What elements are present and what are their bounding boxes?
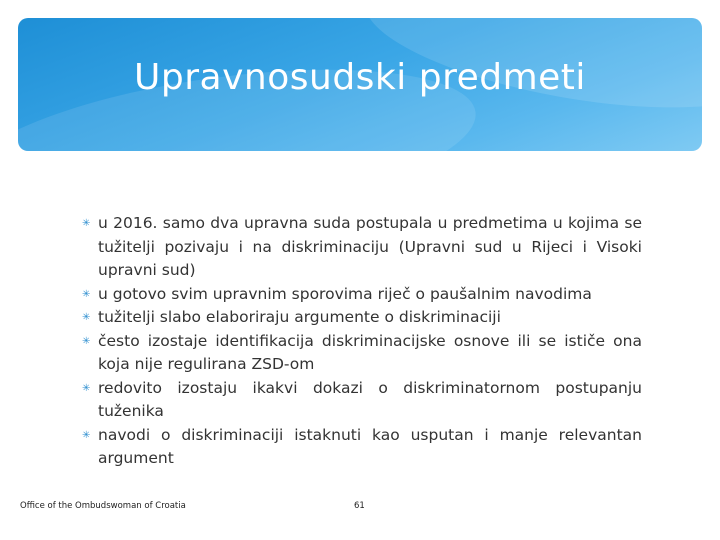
bullet-text: u 2016. samo dva upravna suda postupala u predmetima u kojima se tužitelji pozivaju i na diskriminaciju (Upravni sud u Rijeci i Visoki upravni sud)	[98, 214, 642, 279]
slide-title: Upravnosudski predmeti	[134, 56, 586, 98]
asterisk-icon: ✳	[82, 218, 91, 229]
asterisk-icon: ✳	[82, 312, 91, 323]
bullet-item	[82, 330, 642, 377]
bullet-item	[82, 424, 642, 471]
bullet-text: u gotovo svim upravnim sporovima riječ o paušalnim navodima	[98, 284, 592, 303]
bullet-list	[82, 212, 642, 471]
bullet-text: redovito izostaju ikakvi dokazi o diskriminatornom postupanju tuženika	[98, 378, 642, 420]
asterisk-icon: ✳	[82, 335, 91, 347]
asterisk-icon: ✳	[82, 382, 91, 394]
bullet-text: navodi o diskriminaciji istaknuti kao usputan i manje relevantan argument	[98, 425, 642, 467]
asterisk-icon: ✳	[82, 288, 91, 300]
page-number: 61	[354, 501, 365, 511]
bullet-item	[82, 306, 642, 330]
title-banner	[18, 18, 702, 151]
bullet-item	[82, 283, 642, 307]
bullet-item	[82, 212, 642, 283]
bullet-item	[82, 377, 642, 424]
bullet-text: često izostaje identifikacija diskriminacijske osnove ili se ističe ona koja nije regulirana ZSD-om	[98, 331, 642, 373]
bullet-text: tužitelji slabo elaboriraju argumente o diskriminaciji	[98, 308, 501, 326]
content-area	[82, 212, 642, 471]
asterisk-icon: ✳	[82, 429, 91, 441]
footer-text: Office of the Ombudswoman of Croatia	[20, 501, 186, 511]
